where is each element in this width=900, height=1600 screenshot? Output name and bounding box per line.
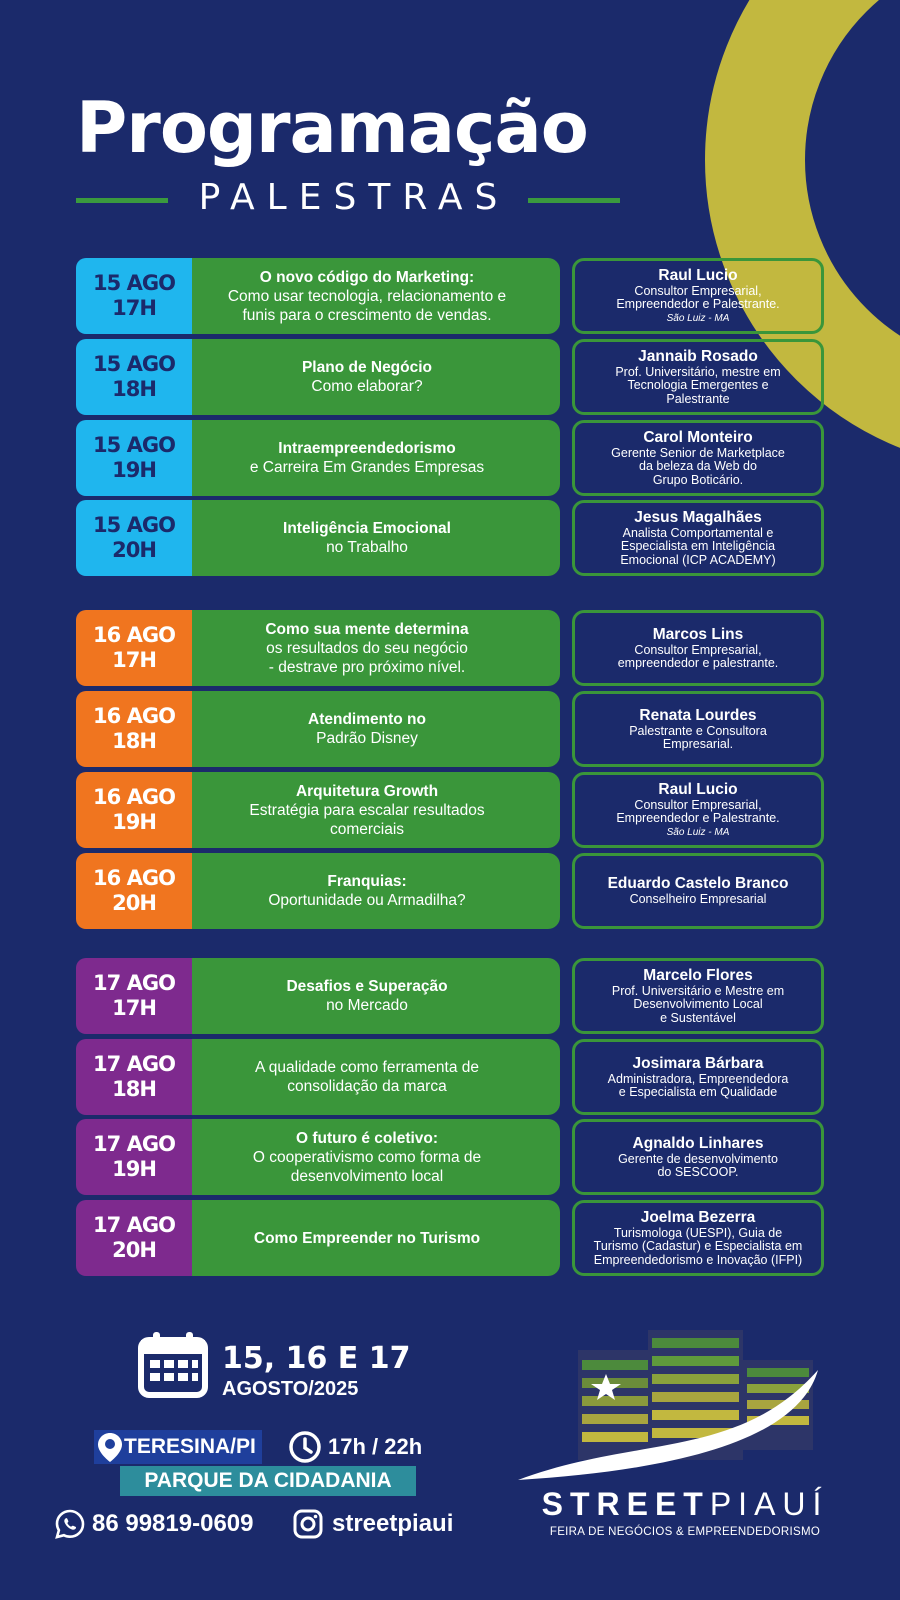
event-dates: 15, 16 E 17 [222, 1341, 411, 1376]
city-badge [94, 1430, 262, 1464]
session-day: 16 AGO [93, 785, 175, 809]
talk-line: e Carreira Em Grandes Empresas [249, 459, 485, 476]
speaker-description: Consultor Empresarial, [634, 797, 762, 812]
talk-line: Arquitetura Growth [295, 782, 439, 800]
brand-name-light: PIAUÍ [709, 1486, 829, 1522]
schedule-row [76, 1119, 824, 1195]
session-hour: 18H [112, 377, 156, 401]
session-hour: 17H [112, 296, 156, 320]
speaker-description: Consultor Empresarial, [634, 642, 762, 657]
speaker-description: Empreendedor e Palestrante. [616, 297, 780, 311]
speaker-card [572, 772, 824, 848]
talk-line: no Trabalho [326, 539, 408, 556]
talk-line: consolidação da marca [287, 1078, 447, 1095]
event-hours [288, 1430, 422, 1464]
talk-line: Atendimento no [308, 711, 426, 728]
talk-title [174, 258, 560, 334]
speaker-description: e Sustentável [660, 1010, 736, 1025]
talk-title [174, 1039, 560, 1115]
session-hour: 17H [112, 996, 156, 1020]
session-date [76, 1200, 192, 1276]
talk-line: A qualidade como ferramenta de [254, 1059, 480, 1076]
speaker-description: da beleza da Web do [639, 459, 757, 474]
session-hour: 18H [112, 729, 156, 753]
speaker-name: Joelma Bezerra [640, 1208, 756, 1226]
calendar-icon [138, 1330, 208, 1398]
talk-line: Inteligência Emocional [283, 520, 451, 537]
page-title: Programação [76, 87, 588, 169]
street-piaui-logo [518, 1330, 848, 1500]
speaker-description: empreendedor e palestrante. [617, 656, 779, 670]
talk-line: Intraempreendedorismo [278, 440, 456, 457]
talk-line: Desafios e Superação [286, 978, 448, 995]
speaker-description: Tecnologia Emergentes e [627, 378, 769, 393]
session-day: 17 AGO [93, 971, 175, 995]
speaker-location: São Luiz - MA [666, 312, 730, 324]
session-date [76, 500, 192, 576]
venue-badge: PARQUE DA CIDADANIA [120, 1466, 416, 1496]
session-day: 17 AGO [93, 1132, 175, 1156]
talk-line: Franquias: [327, 873, 407, 890]
session-date [76, 772, 192, 848]
session-date [76, 1119, 192, 1195]
session-date [76, 691, 192, 767]
session-day: 16 AGO [93, 704, 175, 728]
speaker-description: Empreendedor e Palestrante. [616, 811, 780, 825]
speaker-description: Empresarial. [662, 737, 734, 751]
schedule-row [76, 610, 824, 686]
phone-contact[interactable] [54, 1506, 253, 1542]
session-hour: 19H [112, 458, 156, 482]
session-day: 17 AGO [93, 1213, 175, 1237]
session-day: 15 AGO [93, 352, 175, 376]
building-left [578, 1350, 658, 1460]
schedule-row [76, 691, 824, 767]
talk-title [174, 1200, 560, 1276]
session-hour: 20H [112, 538, 156, 562]
session-date [76, 339, 192, 415]
speaker-card [572, 958, 824, 1034]
speaker-name: Josimara Bárbara [632, 1054, 764, 1072]
talk-line: Como sua mente determina [265, 620, 469, 638]
session-hour: 20H [112, 1238, 156, 1262]
session-hour: 17H [112, 648, 156, 672]
speaker-description: Analista Comportamental e [622, 525, 774, 540]
schedule-row [76, 500, 824, 576]
speaker-card [572, 1200, 824, 1276]
speaker-card [572, 500, 824, 576]
speaker-card [572, 853, 824, 929]
speaker-name: Marcelo Flores [643, 966, 753, 984]
talk-line: Padrão Disney [316, 730, 418, 747]
speaker-description: Turismo (Cadastur) e Especialista em [593, 1239, 803, 1254]
speaker-location: São Luiz - MA [666, 826, 730, 838]
schedule-row [76, 1039, 824, 1115]
talk-title [174, 958, 560, 1034]
speaker-card [572, 339, 824, 415]
map-pin-icon [96, 1431, 124, 1463]
speaker-description: Grupo Boticário. [652, 472, 744, 487]
talk-line: - destrave pro próximo nível. [268, 658, 466, 676]
speaker-name: Eduardo Castelo Branco [607, 875, 789, 893]
speaker-description: Empreendedorismo e Inovação (IFPI) [593, 1252, 803, 1267]
speaker-name: Raul Lucio [658, 780, 738, 798]
speaker-card [572, 691, 824, 767]
session-date [76, 610, 192, 686]
speaker-description: Turismologa (UESPI), Guia de [613, 1225, 783, 1240]
talk-line: no Mercado [326, 997, 408, 1014]
talk-title [174, 610, 560, 686]
speaker-card [572, 1039, 824, 1115]
session-hour: 19H [112, 810, 156, 834]
session-day: 16 AGO [93, 623, 175, 647]
speaker-card [572, 610, 824, 686]
schedule-row [76, 853, 824, 929]
schedule-row [76, 258, 824, 334]
talk-title [174, 1119, 560, 1195]
instagram-label: streetpiaui [332, 1510, 454, 1537]
speaker-name: Marcos Lins [652, 625, 744, 643]
session-date [76, 958, 192, 1034]
page-subtitle: PALESTRAS [198, 177, 510, 218]
speaker-description: Conselheiro Empresarial [629, 892, 767, 907]
speaker-name: Jesus Magalhães [634, 508, 762, 526]
talk-title [174, 691, 560, 767]
schedule-row [76, 420, 824, 496]
session-date [76, 853, 192, 929]
session-day: 16 AGO [93, 866, 175, 890]
brand-name [520, 1486, 850, 1522]
talk-title [174, 853, 560, 929]
speaker-name: Renata Lourdes [639, 706, 757, 724]
speaker-description: Especialista em Inteligência [620, 539, 776, 554]
session-day: 15 AGO [93, 433, 175, 457]
speaker-description: e Especialista em Qualidade [618, 1085, 778, 1099]
speaker-card [572, 1119, 824, 1195]
schedule-row [76, 772, 824, 848]
session-day: 15 AGO [93, 513, 175, 537]
speaker-name: Raul Lucio [658, 266, 738, 284]
talk-title [174, 420, 560, 496]
speaker-description: Palestrante [666, 391, 730, 406]
city-label: TERESINA/PI [124, 1435, 256, 1458]
speaker-description: Palestrante e Consultora [629, 723, 767, 738]
speaker-description: Administradora, Empreendedora [607, 1071, 789, 1086]
talk-line: desenvolvimento local [290, 1167, 444, 1185]
session-date [76, 420, 192, 496]
talk-line: Como elaborar? [311, 378, 423, 395]
speaker-description: Prof. Universitário e Mestre em [611, 983, 785, 998]
session-day: 17 AGO [93, 1052, 175, 1076]
speaker-name: Agnaldo Linhares [632, 1134, 764, 1152]
session-hour: 18H [112, 1077, 156, 1101]
session-day: 15 AGO [93, 271, 175, 295]
instagram-icon [292, 1508, 324, 1540]
speaker-name: Carol Monteiro [643, 428, 753, 446]
talk-line: O novo código do Marketing: [259, 268, 475, 286]
talk-title [174, 500, 560, 576]
talk-line: Como usar tecnologia, relacionamento e [227, 287, 507, 305]
talk-line: Oportunidade ou Armadilha? [268, 892, 466, 909]
session-date [76, 258, 192, 334]
talk-line: Estratégia para escalar resultados [249, 801, 485, 819]
talk-line: funis para o crescimento de vendas. [242, 306, 492, 324]
event-month-year: AGOSTO/2025 [222, 1378, 359, 1400]
speaker-description: do SESCOOP. [657, 1165, 739, 1179]
brand-name-bold: STREET [541, 1486, 710, 1522]
talk-line: O cooperativismo como forma de [252, 1148, 482, 1166]
speaker-description: Gerente de desenvolvimento [618, 1151, 778, 1166]
brand-tagline: FEIRA DE NEGÓCIOS & EMPREENDEDORISMO [549, 1526, 821, 1538]
speaker-description: Prof. Universitário, mestre em [615, 364, 781, 379]
talk-line: Plano de Negócio [301, 359, 433, 376]
speaker-card [572, 258, 824, 334]
talk-line: os resultados do seu negócio [266, 639, 468, 657]
schedule-row [76, 958, 824, 1034]
clock-icon [288, 1430, 322, 1464]
speaker-name: Jannaib Rosado [638, 347, 758, 365]
talk-title [174, 772, 560, 848]
speaker-description: Consultor Empresarial, [634, 283, 762, 298]
session-date [76, 1039, 192, 1115]
subtitle-block [76, 178, 632, 218]
phone-label: 86 99819-0609 [92, 1510, 254, 1537]
session-hour: 20H [112, 891, 156, 915]
talk-line: Como Empreender no Turismo [253, 1229, 481, 1247]
schedule-row [76, 1200, 824, 1276]
speaker-description: Gerente Senior de Marketplace [611, 445, 785, 460]
talk-line: O futuro é coletivo: [295, 1129, 439, 1147]
building-right [743, 1360, 813, 1450]
schedule-row [76, 339, 824, 415]
talk-line: comerciais [329, 820, 405, 838]
speaker-description: Emocional (ICP ACADEMY) [620, 552, 776, 567]
speaker-description: Desenvolvimento Local [633, 997, 763, 1012]
talk-title [174, 339, 560, 415]
speaker-card [572, 420, 824, 496]
hours-label: 17h / 22h [328, 1434, 423, 1459]
whatsapp-icon [54, 1508, 86, 1540]
instagram-contact[interactable] [292, 1506, 453, 1542]
session-hour: 19H [112, 1157, 156, 1181]
